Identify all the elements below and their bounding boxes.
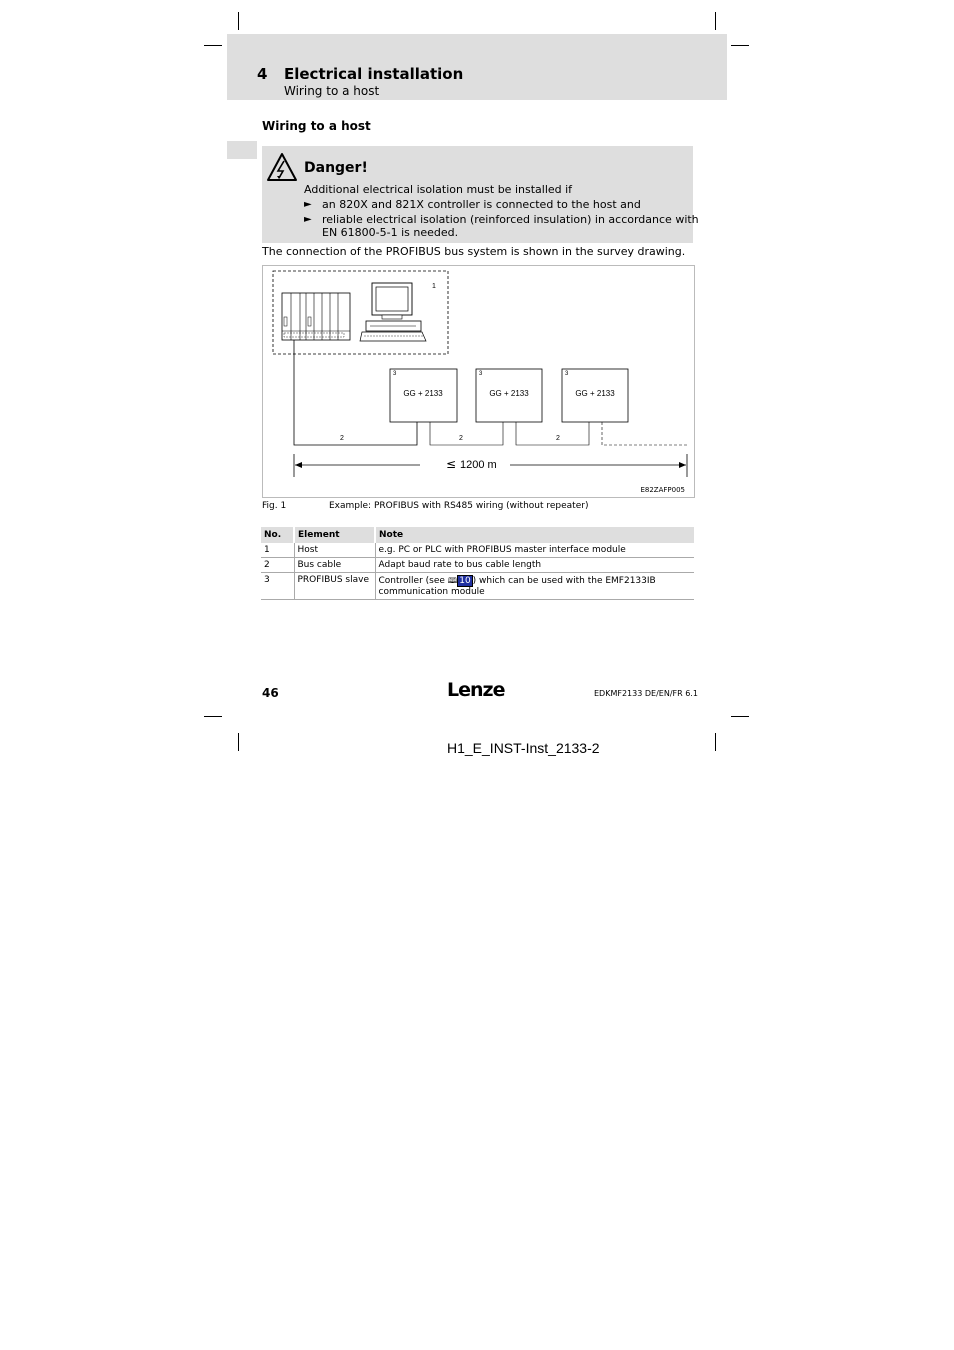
page-number: 46 [262, 686, 279, 700]
figure-caption: Example: PROFIBUS with RS485 wiring (without repeater) [329, 501, 589, 511]
table-cell: e.g. PC or PLC with PROFIBUS master interface module [375, 543, 694, 558]
distance-symbol: ≤ [446, 457, 457, 471]
danger-item: EN 61800-5-1 is needed. [322, 226, 459, 239]
high-voltage-warning-icon [266, 152, 298, 182]
table-cell: 1 [261, 543, 294, 558]
crop-mark [715, 12, 716, 30]
chapter-subtitle: Wiring to a host [284, 84, 380, 98]
crop-mark [238, 12, 239, 30]
body-paragraph: The connection of the PROFIBUS bus system is shown in the survey drawing. [262, 245, 686, 258]
slave-number: 3 [393, 371, 397, 377]
bus-cable-extension [602, 422, 687, 445]
table-cell: Adapt baud rate to bus cable length [375, 558, 694, 573]
slave-name: GG + 2133 [575, 389, 615, 398]
book-icon: 🕮 [447, 576, 458, 585]
margin-tab [227, 141, 257, 159]
pc-workstation-icon [360, 283, 426, 341]
column-header: Element [294, 527, 375, 543]
distance-value: 1200 m [460, 459, 497, 471]
table-cell: Bus cable [294, 558, 375, 573]
section-title: Wiring to a host [262, 119, 371, 133]
slave-name: GG + 2133 [403, 389, 443, 398]
danger-item: an 820X and 821X controller is connected to the host and [322, 198, 641, 211]
note-text: Controller (see [378, 576, 448, 586]
crop-mark [731, 716, 749, 717]
bus-cable-line [516, 422, 589, 445]
page-reference-link[interactable]: 10 [459, 576, 471, 586]
table-cell: PROFIBUS slave [294, 573, 375, 600]
host-label: 1 [432, 283, 436, 290]
slave-number: 3 [479, 371, 483, 377]
crop-mark [204, 716, 222, 717]
cable-label: 2 [459, 435, 463, 442]
danger-intro: Additional electrical isolation must be installed if [304, 183, 573, 196]
bus-cable-line [430, 422, 503, 445]
cable-label: 2 [556, 435, 560, 442]
table-row [261, 558, 694, 573]
profibus-wiring-diagram [262, 265, 695, 498]
crop-mark [238, 733, 239, 751]
table-cell: 3 [261, 573, 294, 600]
company-logo: Lenze [447, 679, 505, 701]
cable-label: 2 [340, 435, 344, 442]
chapter-title: Electrical installation [284, 65, 464, 83]
danger-title: Danger! [304, 160, 368, 176]
column-header: No. [261, 527, 294, 543]
plc-rack-icon [282, 293, 350, 340]
bullet-marker: ► [304, 214, 312, 225]
figure-number: Fig. 1 [262, 501, 287, 511]
note-text: ) which can be used with the EMF2133IB communication module [378, 576, 656, 597]
document-code: EDKMF2133 DE/EN/FR 6.1 [594, 689, 698, 698]
table-row [261, 573, 694, 600]
slave-number: 3 [565, 371, 569, 377]
legend-table [261, 527, 694, 600]
crop-mark [731, 45, 749, 46]
table-cell: 2 [261, 558, 294, 573]
crop-mark [715, 733, 716, 751]
document-identifier: H1_E_INST-Inst_2133-2 [447, 740, 600, 756]
slave-name: GG + 2133 [489, 389, 529, 398]
bullet-marker: ► [304, 199, 312, 210]
crop-mark [204, 45, 222, 46]
chapter-number: 4 [257, 65, 268, 83]
table-cell: Host [294, 543, 375, 558]
figure-code: E82ZAFP005 [640, 486, 685, 494]
table-header-row [261, 527, 694, 543]
table-row [261, 543, 694, 558]
danger-item: reliable electrical isolation (reinforced insulation) in accordance with [322, 213, 699, 226]
table-cell [375, 573, 694, 600]
column-header: Note [375, 527, 694, 543]
